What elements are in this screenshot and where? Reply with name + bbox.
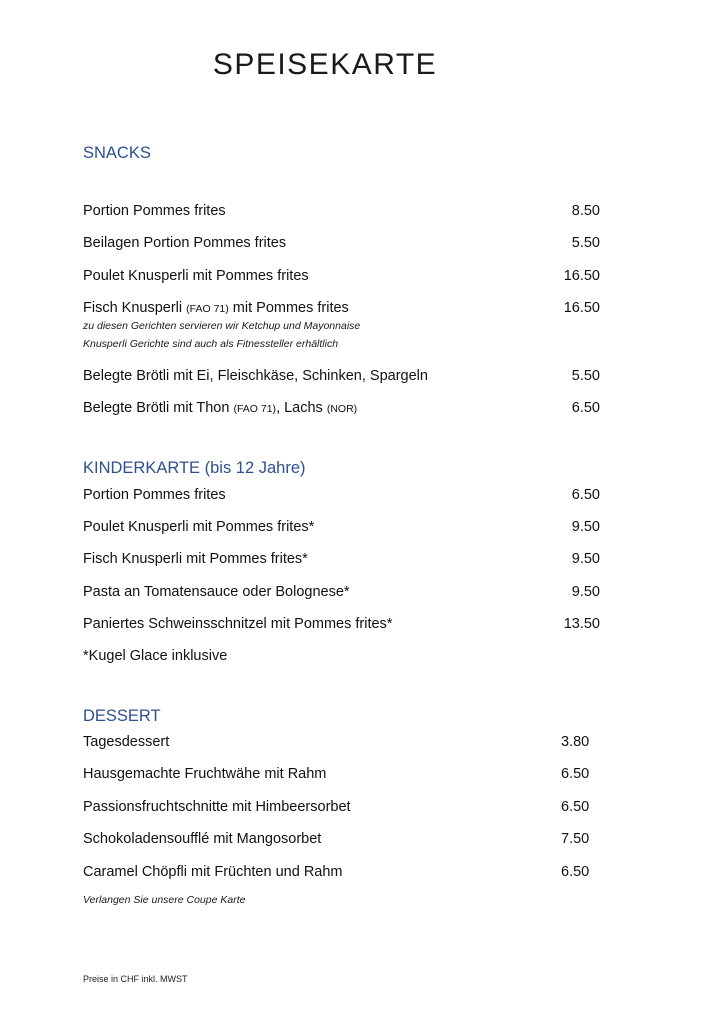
menu-note: zu diesen Gerichten servieren wir Ketchup und Mayonnaise bbox=[83, 320, 361, 332]
menu-item bbox=[83, 234, 600, 252]
menu-item-name: Poulet Knusperli mit Pommes frites bbox=[83, 268, 309, 284]
price-footer: Preise in CHF inkl. MWST bbox=[83, 974, 188, 984]
menu-item-price: 16.50 bbox=[563, 300, 600, 316]
section-heading-dessert: DESSERT bbox=[83, 707, 161, 725]
menu-item-price: 6.50 bbox=[561, 864, 590, 880]
menu-item-price: 16.50 bbox=[563, 268, 600, 284]
menu-item-name: Poulet Knusperli mit Pommes frites* bbox=[83, 519, 315, 535]
menu-item bbox=[83, 765, 600, 783]
menu-item-name-part: Belegte Brötli mit Thon bbox=[83, 400, 234, 416]
menu-item-name: Pasta an Tomatensauce oder Bolognese* bbox=[83, 584, 350, 600]
menu-item-name: Caramel Chöpfli mit Früchten und Rahm bbox=[83, 864, 343, 880]
menu-item-name: Schokoladensoufflé mit Mangosorbet bbox=[83, 831, 322, 847]
menu-item bbox=[83, 486, 600, 504]
menu-item bbox=[83, 863, 600, 881]
menu-item bbox=[83, 299, 600, 317]
menu-item bbox=[83, 830, 600, 848]
menu-item-name: Tagesdessert bbox=[83, 734, 170, 750]
menu-item-name: Portion Pommes frites bbox=[83, 203, 226, 219]
menu-item-name: Beilagen Portion Pommes frites bbox=[83, 235, 287, 251]
menu-item-price: 7.50 bbox=[561, 831, 590, 847]
origin-tag: (FAO 71) bbox=[186, 303, 229, 315]
menu-item bbox=[83, 399, 600, 417]
menu-item-price: 6.50 bbox=[561, 799, 590, 815]
menu-item-price: 6.50 bbox=[561, 766, 590, 782]
menu-item bbox=[83, 267, 600, 285]
menu-item bbox=[83, 583, 600, 601]
menu-item-price: 3.80 bbox=[561, 734, 590, 750]
menu-item-name-part: , Lachs bbox=[276, 400, 327, 416]
section-heading-kinderkarte: KINDERKARTE (bis 12 Jahre) bbox=[83, 459, 306, 477]
menu-item-price: 9.50 bbox=[571, 584, 600, 600]
menu-item-name: Passionsfruchtschnitte mit Himbeersorbet bbox=[83, 799, 351, 815]
menu-item-name: Hausgemachte Fruchtwähe mit Rahm bbox=[83, 766, 327, 782]
menu-item-name: Fisch Knusperli mit Pommes frites* bbox=[83, 551, 308, 567]
menu-item-name bbox=[83, 399, 357, 418]
menu-item-name-part: Fisch Knusperli bbox=[83, 300, 187, 316]
menu-item-price: 5.50 bbox=[571, 368, 600, 384]
menu-item bbox=[83, 733, 600, 751]
footnote: *Kugel Glace inklusive bbox=[83, 648, 228, 664]
menu-item-price: 9.50 bbox=[571, 519, 600, 535]
origin-tag: (FAO 71) bbox=[233, 403, 277, 415]
menu-item bbox=[83, 518, 600, 536]
menu-item-price: 6.50 bbox=[571, 487, 600, 503]
menu-item bbox=[83, 615, 600, 633]
menu-item-price: 13.50 bbox=[563, 616, 600, 632]
menu-item-price: 8.50 bbox=[571, 203, 600, 219]
menu-item bbox=[83, 798, 600, 816]
menu-item-price: 5.50 bbox=[571, 235, 600, 251]
menu-item-price: 6.50 bbox=[571, 400, 600, 416]
menu-item bbox=[83, 550, 600, 568]
menu-item-price: 9.50 bbox=[571, 551, 600, 567]
menu-item bbox=[83, 202, 600, 220]
menu-item-name: Portion Pommes frites bbox=[83, 487, 226, 503]
page-title: SPEISEKARTE bbox=[212, 48, 438, 81]
menu-item-name bbox=[83, 299, 349, 318]
menu-item-name: Belegte Brötli mit Ei, Fleischkäse, Schinken, Spargeln bbox=[83, 368, 428, 384]
menu-note: Knusperli Gerichte sind auch als Fitnessteller erhältlich bbox=[83, 338, 339, 350]
menu-item-name-part: mit Pommes frites bbox=[228, 300, 349, 316]
menu-note: Verlangen Sie unsere Coupe Karte bbox=[83, 894, 246, 906]
origin-tag: (NOR) bbox=[326, 403, 358, 415]
menu-item-name: Paniertes Schweinsschnitzel mit Pommes frites* bbox=[83, 616, 393, 632]
section-heading-snacks: SNACKS bbox=[83, 144, 151, 162]
menu-item bbox=[83, 367, 600, 385]
